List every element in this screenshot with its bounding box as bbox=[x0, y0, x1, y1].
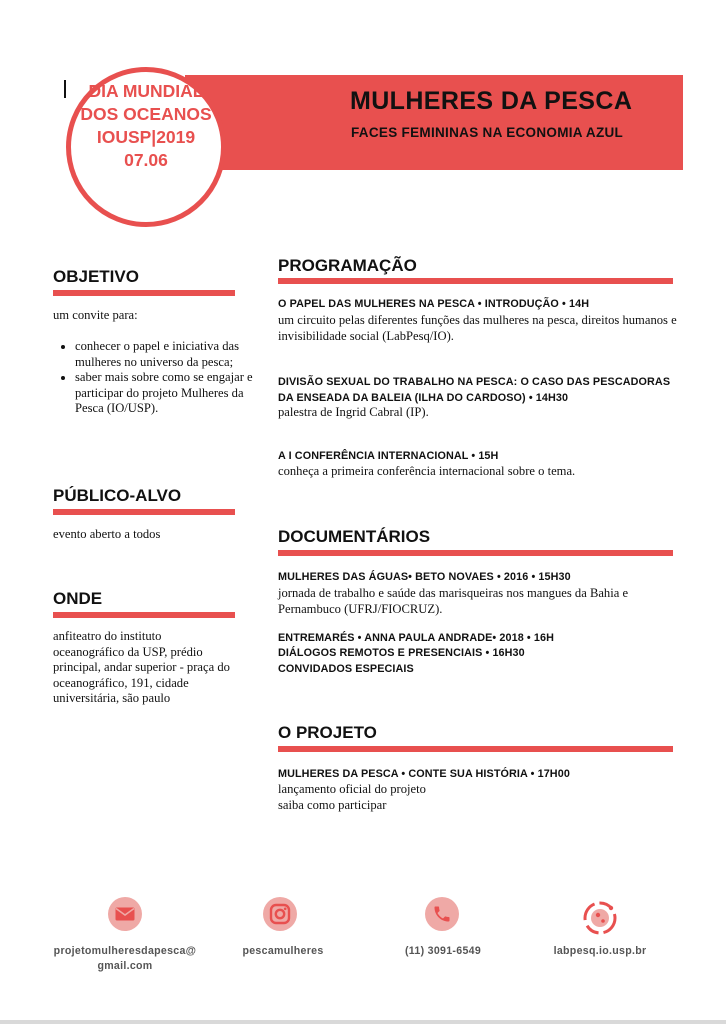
email-line: projetomulheresdapesca@ bbox=[53, 945, 197, 957]
labpesq-logo-glyph bbox=[582, 900, 618, 936]
objetivo-intro: um convite para: bbox=[53, 308, 138, 322]
documentario-1-head: MULHERES DAS ÁGUAS• BETO NOVAES • 2016 • 15H30 bbox=[278, 571, 571, 583]
badge-line: 07.06 bbox=[124, 150, 168, 170]
projeto-head: MULHERES DA PESCA • CONTE SUA HISTÓRIA • 17H00 bbox=[278, 768, 570, 780]
badge-line: DOS OCEANOS bbox=[80, 104, 212, 124]
footer-email[interactable] bbox=[40, 944, 210, 974]
page-bottom-edge bbox=[0, 1020, 726, 1024]
instagram-icon[interactable] bbox=[263, 897, 297, 931]
event-3-head: A I CONFERÊNCIA INTERNACIONAL • 15H bbox=[278, 450, 499, 462]
footer-instagram[interactable]: pescamulheres bbox=[242, 945, 324, 957]
projeto-line2: saiba como participar bbox=[278, 798, 387, 812]
event-2-head: DIVISÃO SEXUAL DO TRABALHO NA PESCA: O CASO DAS PESCADORAS DA ENSEADA DA BALEIA (ILHA DO CARDOSO) • 14H30 bbox=[278, 376, 671, 404]
phone-glyph bbox=[432, 904, 452, 924]
onde-title: ONDE bbox=[53, 589, 103, 608]
onde-divider bbox=[53, 612, 235, 618]
footer-phone[interactable]: (11) 3091-6549 bbox=[404, 945, 482, 957]
badge-line: IOUSP|2019 bbox=[96, 127, 196, 147]
projeto-line1: lançamento oficial do projeto bbox=[278, 782, 426, 796]
documentario-2-head: ENTREMARÉS • ANNA PAULA ANDRADE• 2018 • 16H bbox=[278, 632, 555, 644]
convidados-head: CONVIDADOS ESPECIAIS bbox=[278, 663, 414, 675]
labpesq-logo-icon[interactable] bbox=[582, 900, 618, 936]
envelope-glyph bbox=[115, 907, 135, 921]
email-icon[interactable] bbox=[108, 897, 142, 931]
onde-text: anfiteatro do instituto oceanográfico da USP, prédio principal, andar superior - praça do oceanográfico, 191, cidade universitária, são paulo bbox=[53, 629, 230, 705]
event-2-desc: palestra de Ingrid Cabral (IP). bbox=[278, 405, 429, 419]
phone-icon[interactable] bbox=[425, 897, 459, 931]
list-item: • conhecer o papel e iniciativa das mulheres no universo da pesca; bbox=[75, 339, 265, 370]
publico-title: PÚBLICO-ALVO bbox=[53, 486, 182, 505]
objetivo-list bbox=[53, 339, 265, 417]
page-subtitle: FACES FEMININAS NA ECONOMIA AZUL bbox=[351, 125, 624, 140]
event-3-desc: conheça a primeira conferência internacional sobre o tema. bbox=[278, 464, 576, 478]
event-badge-text bbox=[66, 80, 226, 172]
list-item: • saber mais sobre como se engajar e participar do projeto Mulheres da Pesca (IO/USP). bbox=[75, 370, 265, 417]
instagram-glyph bbox=[269, 903, 291, 925]
programacao-title: PROGRAMAÇÃO bbox=[278, 256, 417, 275]
objetivo-title: OBJETIVO bbox=[53, 267, 139, 286]
projeto-divider bbox=[278, 746, 673, 752]
email-line: gmail.com bbox=[97, 960, 153, 972]
documentarios-title: DOCUMENTÁRIOS bbox=[278, 527, 431, 546]
documentario-1-desc: jornada de trabalho e saúde das marisqueiras nos mangues da Bahia e Pernambuco (UFRJ/FIOCRUZ). bbox=[278, 586, 629, 616]
event-1-desc: um circuito pelas diferentes funções das mulheres na pesca, direitos humanos e invisibilidade social (LabPesq/IO). bbox=[278, 313, 677, 343]
documentario-3-head: DIÁLOGOS REMOTOS E PRESENCIAIS • 16H30 bbox=[278, 647, 525, 659]
publico-text: evento aberto a todos bbox=[53, 527, 161, 541]
projeto-title: O PROJETO bbox=[278, 723, 377, 742]
objetivo-divider bbox=[53, 290, 235, 296]
badge-line: DIA MUNDIAL bbox=[88, 81, 204, 101]
event-1-head: O PAPEL DAS MULHERES NA PESCA • INTRODUÇÃO • 14H bbox=[278, 298, 590, 310]
programacao-divider bbox=[278, 278, 673, 284]
footer-website[interactable]: labpesq.io.usp.br bbox=[553, 945, 647, 957]
documentarios-divider bbox=[278, 550, 673, 556]
publico-divider bbox=[53, 509, 235, 515]
page-title: MULHERES DA PESCA bbox=[350, 87, 633, 115]
